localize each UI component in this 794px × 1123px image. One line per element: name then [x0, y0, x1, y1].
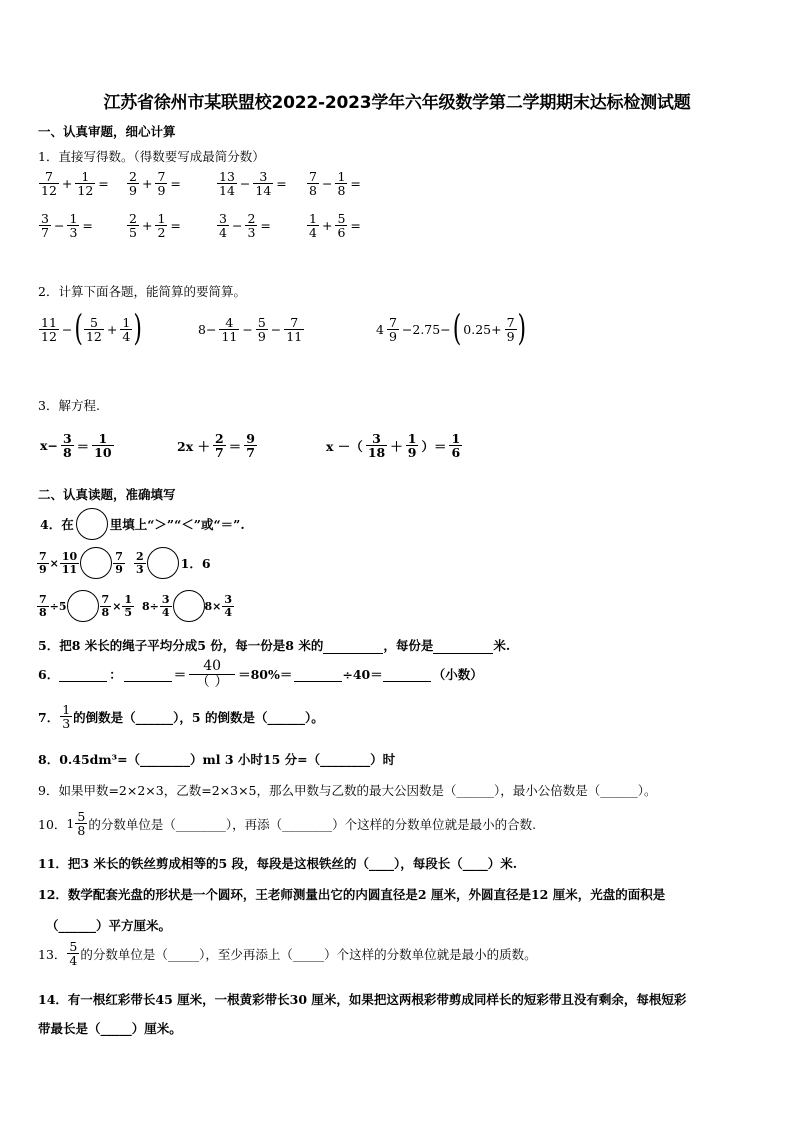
q2-expression-3: 4 $\frac{7}{9}$ −2.75−( 0.25+ $\frac{7}{9}$ ): [376, 309, 527, 350]
q1-item: $\frac{3}{7}$ − $\frac{1}{3}$ =: [41, 211, 93, 241]
fraction: $\frac{11}{12}$: [41, 315, 57, 345]
q4-compare-4: 8÷ $\frac{3}{4}$ 8× $\frac{3}{4}$: [142, 590, 235, 622]
q4-label: 4．在 里填上“＞”“＜”或“＝”.: [38, 508, 247, 540]
q1-item: $\frac{3}{4}$ − $\frac{2}{3}$ =: [219, 211, 271, 241]
q3-equation-3: x －（ $\frac{3}{18}$ ＋ $\frac{1}{9}$ ）＝ $\frac{1}{6}$: [326, 431, 461, 461]
q5-blank-2[interactable]: [433, 638, 493, 654]
q12-line-2: （______）平方厘米。: [46, 918, 172, 933]
q2-label: 2．计算下面各题，能简算的要简算。: [38, 284, 246, 299]
q13: 13． $\frac{5}{4}$ 的分数单位是（_____），至少再添上（_____）个这样的分数单位就是最小的质数。: [38, 939, 537, 969]
q3-equation-2: 2x ＋ $\frac{2}{7}$ ＝ $\frac{9}{7}$: [177, 431, 255, 461]
q5-blank-1[interactable]: [323, 638, 383, 654]
q3-label: 3．解方程.: [38, 398, 100, 413]
q2-expression-1: $\frac{11}{12}$ −( $\frac{5}{12}$ + $\frac{1}{4}$ ): [41, 309, 142, 350]
q4-compare-3: $\frac{7}{8}$ ÷5 $\frac{7}{8}$ × $\frac{1}{5}$: [36, 590, 135, 622]
q11: 11．把3 米长的铁丝剪成相等的5 段，每段是这根铁丝的（____），每段长（____）米.: [38, 856, 518, 871]
answer-circle[interactable]: [76, 508, 108, 540]
answer-circle[interactable]: [173, 590, 205, 622]
section-1-heading: 一、认真审题，细心计算: [38, 124, 176, 139]
q1-item: $\frac{1}{4}$ + $\frac{5}{6}$ =: [309, 211, 361, 241]
q1-item: $\frac{2}{5}$ + $\frac{1}{2}$ =: [129, 211, 181, 241]
q6-blank-1[interactable]: [59, 666, 107, 682]
q2-expression-2: 8− $\frac{4}{11}$ − $\frac{5}{9}$ − $\frac{7}{11}$: [198, 315, 303, 345]
q4-compare-1: $\frac{7}{9}$ × $\frac{10}{11}$ $\frac{7}{9}$: [36, 547, 126, 579]
q9: 9．如果甲数=2×2×3，乙数=2×3×5，那么甲数与乙数的最大公因数是（______），最小公倍数是（______）。: [38, 783, 657, 798]
answer-circle[interactable]: [80, 547, 112, 579]
q6: 6． ： ＝ $\frac{40}{( )}$ ＝80%＝ ÷40＝ （小数）: [38, 658, 483, 690]
q1-item: $\frac{7}{8}$ − $\frac{1}{8}$ =: [309, 169, 361, 199]
q1-item: $\frac{13}{14}$ − $\frac{3}{14}$ =: [219, 169, 287, 199]
q12-line-1: 12．数学配套光盘的形状是一个圆环，王老师测量出它的内圆直径是2 厘米，外圆直径是12 厘米，光盘的面积是: [38, 887, 666, 902]
section-2-heading: 二、认真读题，准确填写: [38, 487, 176, 502]
answer-circle[interactable]: [67, 590, 99, 622]
q5: 5．把8 米长的绳子平均分成5 份，每一份是8 米的 ，每份是 米.: [38, 638, 511, 653]
q6-blank-4[interactable]: [383, 666, 431, 682]
q6-blank-3[interactable]: [294, 666, 342, 682]
q1-item: $\frac{7}{12}$ + $\frac{1}{12}$ =: [41, 169, 109, 199]
page-title: 江苏省徐州市某联盟校2022-2023学年六年级数学第二学期期末达标检测试题: [103, 93, 691, 113]
q6-blank-2[interactable]: [124, 666, 172, 682]
q14-line-1: 14．有一根红彩带长45 厘米，一根黄彩带长30 厘米，如果把这两根彩带剪成同样长的短彩带且没有剩余，每根短彩: [38, 992, 687, 1007]
q10: 10．1 $\frac{5}{8}$ 的分数单位是（________），再添（________）个这样的分数单位就是最小的合数.: [38, 809, 537, 839]
q4-compare-2: $\frac{2}{3}$ 1．6: [133, 547, 213, 579]
q8: 8．0.45dm³=（________）ml 3 小时15 分=（________）时: [38, 752, 396, 767]
q7: 7． $\frac{1}{3}$ 的倒数是（______），5 的倒数是（______）。: [38, 702, 324, 732]
q1-label: 1．直接写得数。（得数要写成最简分数）: [38, 149, 265, 164]
answer-circle[interactable]: [147, 547, 179, 579]
q14-line-2: 带最长是（_____）厘米。: [38, 1021, 182, 1036]
q3-equation-1: x− $\frac{3}{8}$ ＝ $\frac{1}{10}$: [40, 431, 112, 461]
q1-item: $\frac{2}{9}$ + $\frac{7}{9}$ =: [129, 169, 181, 199]
